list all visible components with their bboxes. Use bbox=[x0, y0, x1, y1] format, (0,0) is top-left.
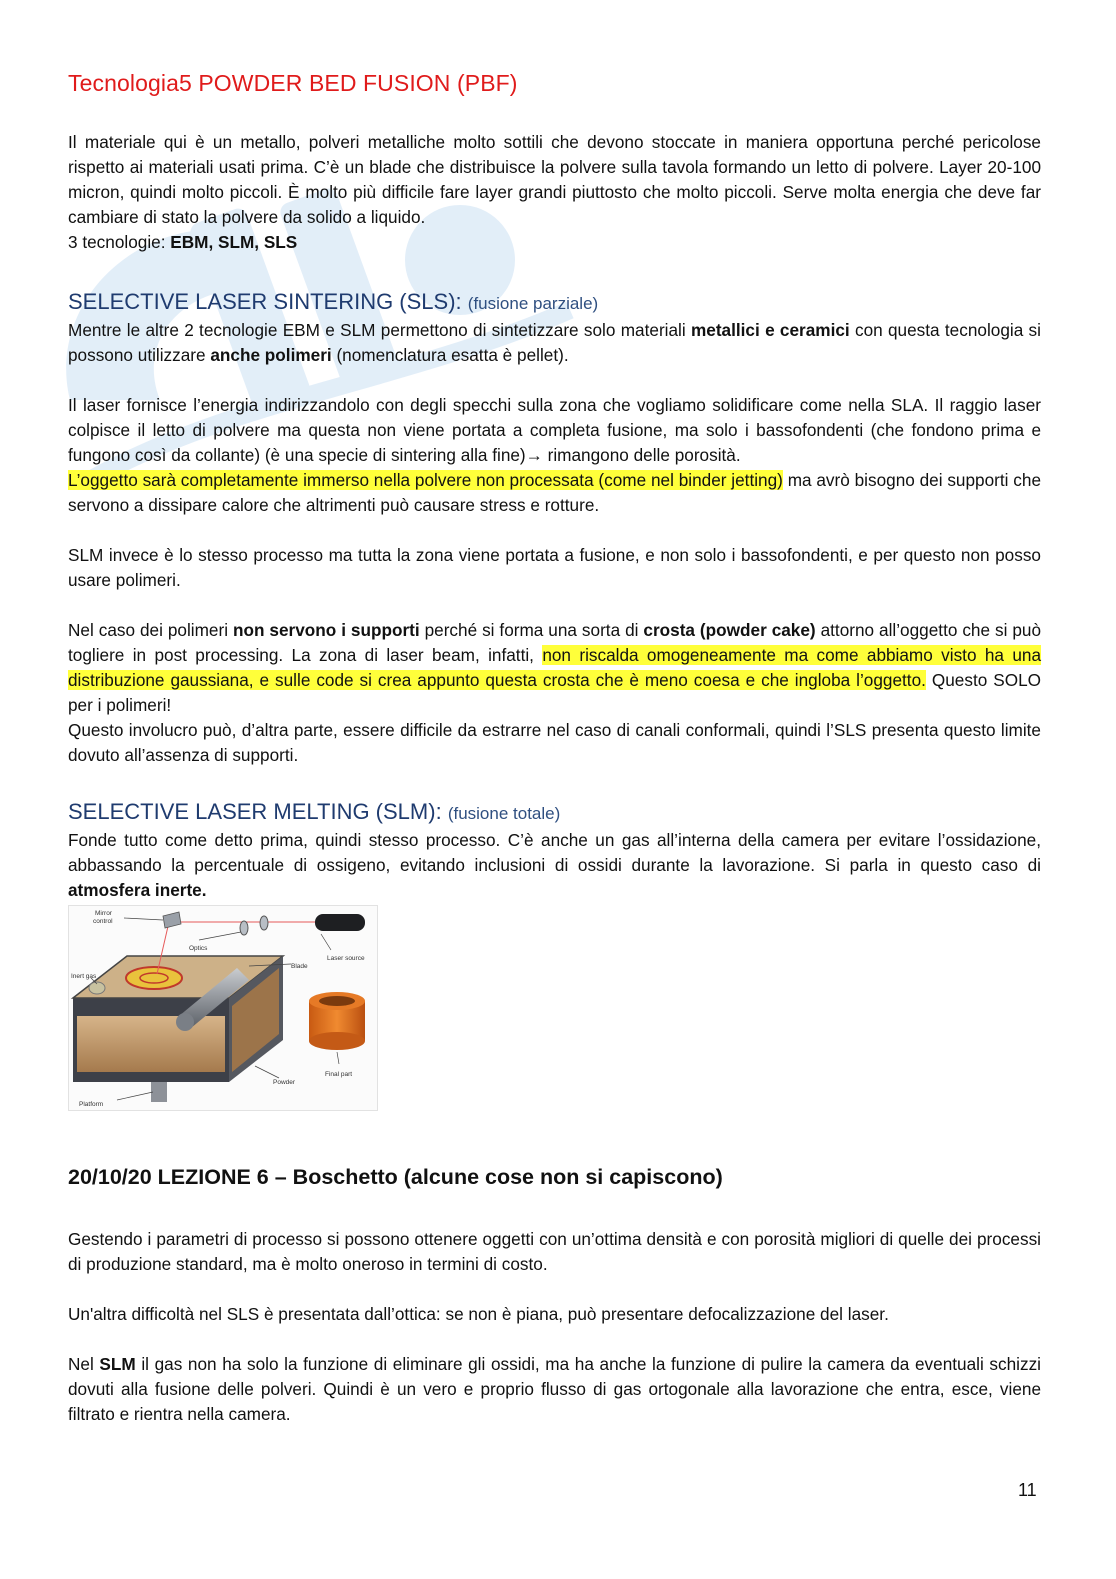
lesson-section bbox=[68, 1227, 1041, 1427]
laser-source-icon bbox=[315, 914, 365, 931]
slm-heading bbox=[68, 798, 1041, 828]
pbf-diagram-svg bbox=[69, 906, 377, 1110]
sls-paragraph-5: Questo involucro può, d’altra parte, essere difficile da estrarre nel caso di canali conformali, quindi l’SLS presenta questo limite dovuto all’assenza di supporti. bbox=[68, 720, 1041, 765]
text-run: (nomenclatura esatta è pellet). bbox=[331, 345, 569, 365]
text-run: ma avrò bisogno dei supporti che servono a dissipare calore che altrimenti può causare stress e rotture. bbox=[68, 470, 1041, 515]
label-final-part: Final part bbox=[325, 1071, 353, 1078]
optics-lens-icon bbox=[260, 916, 268, 930]
sls-paragraph-4 bbox=[68, 618, 1041, 718]
lesson-paragraph-2: Un'altra difficoltà nel SLS è presentata dall’ottica: se non è piana, può presentare defocalizzazione del laser. bbox=[68, 1304, 889, 1324]
text-run: rimangono delle porosità. bbox=[542, 445, 741, 465]
sls-paragraph-2 bbox=[68, 393, 1041, 518]
melted-part bbox=[126, 967, 182, 989]
blade-roller-end bbox=[176, 1013, 194, 1031]
final-part-cup-hole bbox=[319, 996, 355, 1006]
sls-heading-text: SELECTIVE LASER SINTERING (SLS): bbox=[68, 289, 462, 314]
text-run: Nel caso dei polimeri bbox=[68, 620, 233, 640]
powder-bed-front bbox=[77, 1016, 225, 1072]
page-title: Tecnologia5 POWDER BED FUSION (PBF) bbox=[68, 70, 518, 96]
slm-heading-text: SELECTIVE LASER MELTING (SLM): bbox=[68, 799, 442, 824]
technologies-list: EBM, SLM, SLS bbox=[170, 232, 298, 252]
sls-paragraph-1 bbox=[68, 318, 1041, 368]
arrow-icon: → bbox=[525, 445, 543, 465]
mirror-icon bbox=[163, 912, 181, 928]
label-blade: Blade bbox=[291, 963, 308, 970]
bold-run: crosta (powder cake) bbox=[643, 620, 816, 640]
text-run: Mentre le altre 2 tecnologie EBM e SLM permettono di sintetizzare solo materiali bbox=[68, 320, 691, 340]
bold-run: anche polimeri bbox=[210, 345, 332, 365]
bold-run: atmosfera inerte. bbox=[68, 880, 207, 900]
highlighted-text: non riscalda omogeneamente ma come abbiamo visto ha una distribuzione gaussiana, e sulle code si crea appunto questa crosta che è meno coesa e che ingloba l’oggetto. bbox=[68, 645, 1042, 690]
text-run: con questa tecnologia si possono utilizzare bbox=[68, 320, 1041, 365]
technologies-prefix: 3 tecnologie: bbox=[68, 232, 171, 252]
sls-heading bbox=[68, 288, 1041, 318]
text-run: Fonde tutto come detto prima, quindi stesso processo. C’è anche un gas all’interna della camera per evitare l’ossidazione, abbassando la percentuale di ossigeno, evitando inclusioni di ossidi durante la lavorazione. Si parla in questo caso di bbox=[68, 830, 1041, 875]
slm-subheading: (fusione totale) bbox=[447, 804, 561, 823]
label-optics: Optics bbox=[189, 945, 208, 952]
technologies-line bbox=[68, 230, 1041, 255]
highlighted-text: L’oggetto sarà completamente immerso nella polvere non processata (come nel binder jetting) bbox=[68, 470, 783, 490]
sls-paragraph-3: SLM invece è lo stesso processo ma tutta la zona viene portata a fusione, e non solo i bassofondenti, e per questo non posso usare polimeri. bbox=[68, 545, 1041, 590]
slm-paragraph-1 bbox=[68, 828, 1041, 903]
label-laser-source: Laser source bbox=[327, 955, 365, 962]
label-platform: Platform bbox=[79, 1101, 104, 1108]
intro-paragraph: Il materiale qui è un metallo, polveri metalliche molto sottili che devono stoccate in maniera opportuna perché pericolose rispetto ai materiali usati prima. C’è un blade che distribuisce la polvere sulla tavola formando un letto di polvere. Layer 20-100 micron, quindi molto piccoli. È molto più difficile fare layer grandi piuttosto che molto piccoli. Serve molta energia che deve far cambiare di stato la polvere da solido a liquido. bbox=[68, 132, 1041, 227]
pbf-diagram bbox=[68, 905, 378, 1111]
text-run: Il laser fornisce l’energia indirizzandolo con degli specchi sulla zona che vogliamo solidificare come nella SLA. Il raggio laser colpisce il letto di polvere ma questa non viene portata a completa fusione, ma solo i bassofondenti (che fondono prima e fungono così da collante) (è una specie di sintering alla fine) bbox=[68, 395, 1041, 465]
text-run: Nel bbox=[68, 1354, 100, 1374]
label-inert-gas: Inert gas bbox=[71, 973, 97, 980]
bold-run: non servono i supporti bbox=[232, 620, 420, 640]
bold-run: metallici e ceramici bbox=[690, 320, 850, 340]
sls-section bbox=[68, 288, 1041, 768]
intro-section bbox=[68, 130, 1041, 255]
lesson-paragraph-1: Gestendo i parametri di processo si possono ottenere oggetti con un’ottima densità e con porosità migliori di quelle dei processi di produzione standard, ma è molto oneroso in termini di costo. bbox=[68, 1229, 1041, 1274]
label-powder: Powder bbox=[273, 1079, 296, 1086]
text-run: perché si forma una sorta di bbox=[419, 620, 644, 640]
text-run: Questo SOLO per i polimeri! bbox=[68, 670, 1041, 715]
bold-run: SLM bbox=[99, 1354, 136, 1374]
text-run: attorno all’oggetto che si può togliere in post processing. La zona di laser beam, infatti, bbox=[68, 620, 1042, 665]
lesson-heading: 20/10/20 LEZIONE 6 – Boschetto (alcune cose non si capiscono) bbox=[68, 1165, 723, 1189]
text-run: il gas non ha solo la funzione di eliminare gli ossidi, ma ha anche la funzione di pulire la camera da eventuali schizzi dovuti alla fusione delle polveri. Quindi è un vero e proprio flusso di gas ortogonale alla lavorazione che entra, esce, viene filtrato e rientra nella camera. bbox=[68, 1354, 1041, 1424]
sls-subheading: (fusione parziale) bbox=[467, 294, 599, 313]
optics-lens-icon bbox=[240, 921, 248, 935]
final-part-cup-base bbox=[309, 1032, 365, 1050]
lesson-paragraph-3 bbox=[68, 1352, 1041, 1427]
label-control: control bbox=[93, 918, 113, 925]
label-mirror: Mirror bbox=[95, 910, 112, 917]
page-number: 11 bbox=[1018, 1480, 1037, 1500]
slm-section bbox=[68, 798, 1041, 903]
